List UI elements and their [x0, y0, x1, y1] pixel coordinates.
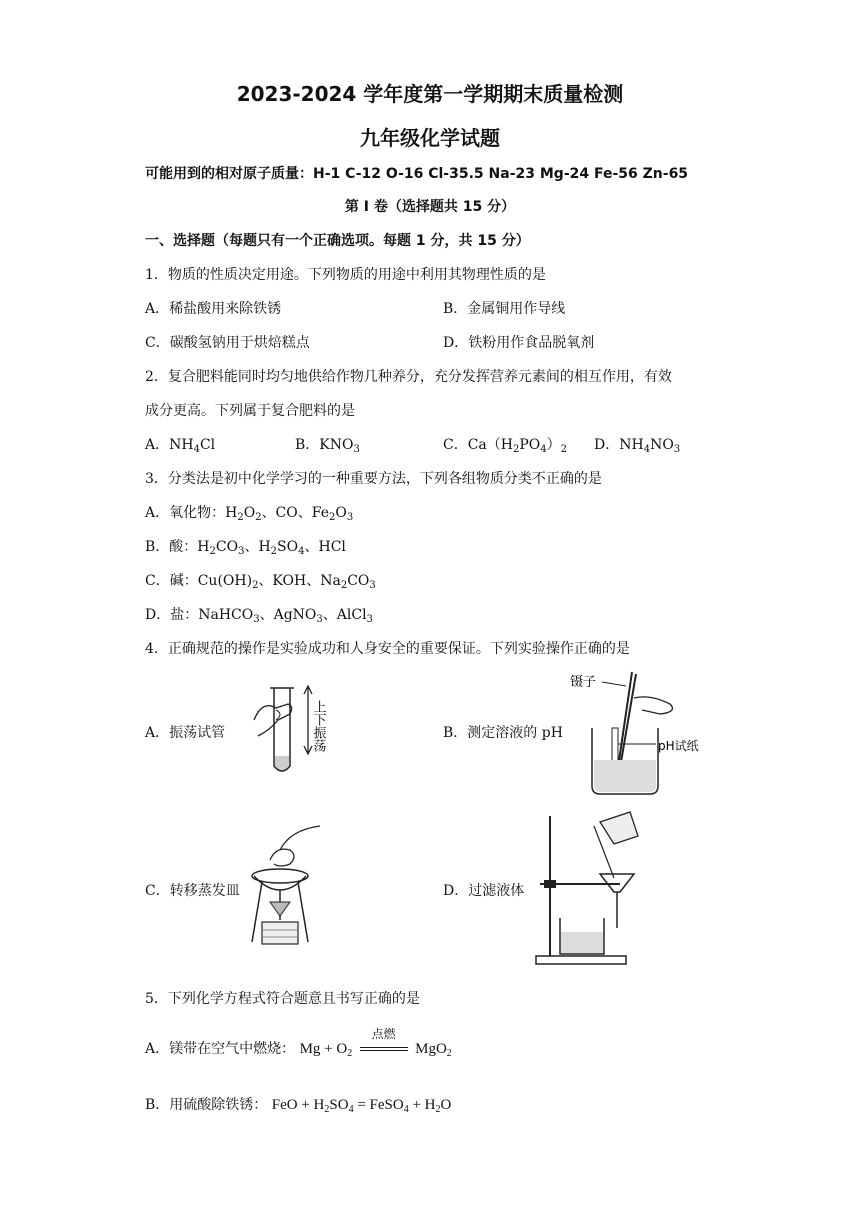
q1-stem: 1．物质的性质决定用途。下列物质的用途中利用其物理性质的是	[145, 267, 546, 283]
q2-stem-line2: 成分更高。下列属于复合肥料的是	[145, 403, 355, 419]
shake-direction-label: 上下振荡	[310, 700, 326, 752]
q5-stem: 5．下列化学方程式符合题意且书写正确的是	[145, 991, 420, 1007]
figure-shaking-test-tube	[250, 680, 340, 780]
q5-option-a[interactable]: A．镁带在空气中燃烧： $Mg + O_2$ 点燃 MgO$_2$	[145, 1027, 452, 1059]
exam-subtitle: 九年级化学试题	[360, 126, 500, 150]
q2-option-b[interactable]: B．$KNO_3$	[295, 437, 360, 455]
q4-option-b[interactable]: B．测定溶液的 pH	[443, 725, 563, 741]
tweezers-label: 镊子	[570, 675, 597, 690]
reaction-condition-arrow: 点燃	[360, 1047, 408, 1051]
q1-option-c[interactable]: C．碳酸氢钠用于烘焙糕点	[145, 335, 310, 351]
q3-option-d[interactable]: D．盐：NaHCO$_3$、AgNO$_3$、AlCl$_3$	[145, 607, 373, 625]
q5-b-equation: FeO + $H_2SO_4$ = FeSO$_4$ + $H_2O$	[271, 1097, 452, 1115]
q3-stem: 3．分类法是初中化学学习的一种重要方法，下列各组物质分类不正确的是	[145, 471, 602, 487]
q3-option-b[interactable]: B．酸：$H_2CO_3$、$H_2SO_4$、HCl	[145, 539, 346, 557]
q2-option-a[interactable]: A．$NH_4Cl$	[145, 437, 216, 455]
q4-option-d[interactable]: D．过滤液体	[443, 883, 525, 899]
part-title: 第 I 卷（选择题共 15 分）	[344, 199, 516, 215]
ph-paper-label: pH试纸	[658, 739, 699, 753]
q2-stem-line1: 2．复合肥料能同时均匀地供给作物几种养分，充分发挥营养元素间的相互作用，有效	[145, 369, 672, 385]
q1-option-a[interactable]: A．稀盐酸用来除铁锈	[145, 301, 282, 317]
section-title: 一、选择题（每题只有一个正确选项。每题 1 分，共 15 分）	[145, 233, 530, 249]
figure-ph-test	[560, 668, 740, 798]
q1-option-d[interactable]: D．铁粉用作食品脱氧剂	[443, 335, 595, 351]
q3-option-c[interactable]: C．碱：$Cu(OH)_2$、KOH、$Na_2CO_3$	[145, 573, 376, 591]
atomic-masses: 可能用到的相对原子质量：H-1 C-12 O-16 Cl-35.5 Na-23 Mg-24 Fe-56 Zn-65	[145, 166, 689, 182]
q4-option-a[interactable]: A．振荡试管	[145, 725, 226, 741]
q1-option-b[interactable]: B．金属铜用作导线	[443, 301, 566, 317]
exam-title: 2023-2024 学年度第一学期期末质量检测	[236, 82, 624, 106]
q4-stem: 4．正确规范的操作是实验成功和人身安全的重要保证。下列实验操作正确的是	[145, 641, 630, 657]
q4-option-c[interactable]: C．转移蒸发皿	[145, 883, 240, 899]
q5-option-b[interactable]: B．用硫酸除铁锈： FeO + $H_2SO_4$ = FeSO$_4$ + $H_2O$	[145, 1097, 452, 1115]
q5-a-products: MgO$_2$	[415, 1041, 452, 1059]
q2-option-c[interactable]: C．$Ca(H_2PO_4)_2$	[443, 437, 568, 455]
figure-filtration	[530, 808, 650, 968]
q2-option-d[interactable]: D．$NH_4NO_3$	[594, 437, 681, 455]
q5-a-reactants: $Mg + O_2$	[299, 1041, 353, 1059]
figure-evaporating-dish	[240, 820, 350, 955]
q3-option-a[interactable]: A．氧化物：$H_2O_2$、CO、$Fe_2O_3$	[145, 505, 354, 523]
